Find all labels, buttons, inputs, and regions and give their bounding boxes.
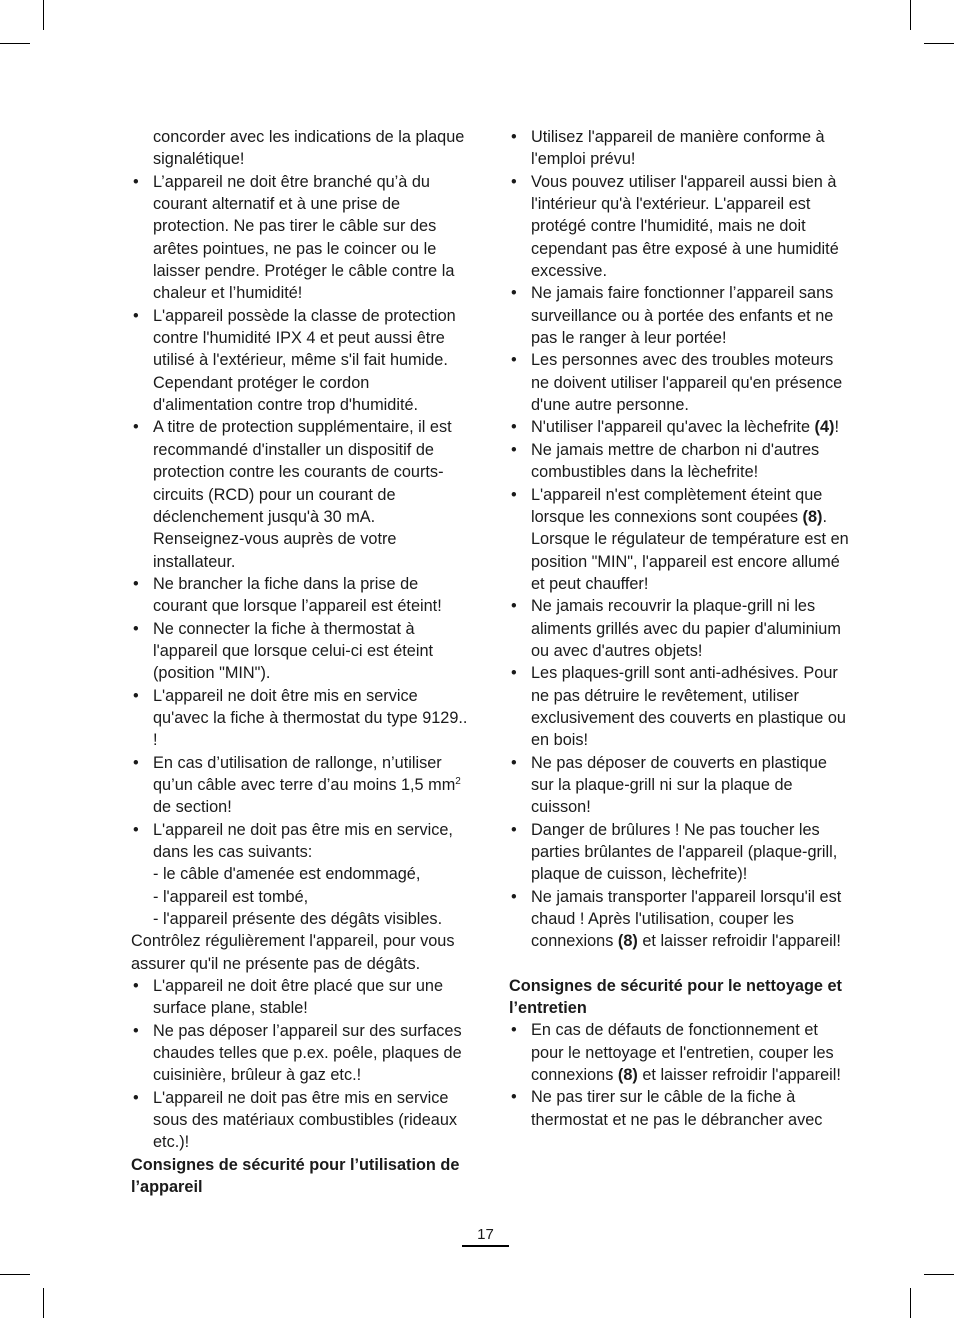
- check-note: Contrôlez régulièrement l'appareil, pour vous assurer qu'il ne présente pas de dégâts.: [131, 932, 455, 973]
- list-item: • L'appareil ne doit pas être mis en service sous des matériaux combustibles (rideaux etc.)!: [133, 1088, 458, 1152]
- crop-mark: [0, 43, 30, 44]
- bullet-icon: •: [511, 753, 517, 772]
- bullet-icon: •: [133, 1088, 139, 1107]
- list-item: • A titre de protection supplémentaire, il est recommandé d'installer un dispositif de protection contre les courants de courts-circuits (RCD) pour un courant de déclenchement jusqu'à 30 mA. Renseignez-vous auprès de votre installateur.: [133, 418, 452, 571]
- bullet-icon: •: [133, 977, 139, 996]
- crop-mark: [910, 0, 911, 30]
- list-item: • Danger de brûlures ! Ne pas toucher les parties brûlantes de l'appareil (plaque-grill, plaque de cuisson, lèchefrite)!: [511, 820, 838, 884]
- list-item: • Ne pas déposer de couverts en plastique sur la plaque-grill ni sur la plaque de cuisson!: [511, 753, 827, 817]
- bullet-icon: •: [133, 418, 139, 437]
- crop-mark: [43, 1288, 44, 1318]
- bullet-icon: •: [133, 820, 139, 839]
- cleaning-list: [509, 1019, 849, 1131]
- list-item: • Les plaques-grill sont anti-adhésives. Pour ne pas détruire le revêtement, utiliser exclusivement des couverts en plastique ou en bois!: [511, 664, 846, 750]
- spacer: [509, 953, 849, 975]
- continuation-text: concorder avec les indications de la plaque signalétique!: [153, 128, 465, 169]
- list-item: • Les personnes avec des troubles moteurs ne doivent utiliser l'appareil qu'en présence d'une autre personne.: [511, 351, 843, 415]
- left-column: [131, 126, 471, 1199]
- list-item: • L’appareil ne doit être branché qu’à du courant alternatif et à une prise de protection. Ne pas tirer le câble sur des arêtes pointues, ne pas le coincer ou le laisser pendre. Protéger le câble contre la chaleur et l’humidité!: [133, 172, 455, 303]
- safety-list-2: [131, 975, 471, 1154]
- bullet-icon: •: [511, 820, 517, 839]
- part-reference: (8): [617, 1066, 638, 1085]
- list-item: • Ne jamais mettre de charbon ni d'autres combustibles dans la lèchefrite!: [511, 440, 820, 482]
- bullet-icon: •: [511, 418, 517, 437]
- part-reference: (4): [814, 418, 835, 437]
- crop-mark: [0, 1274, 30, 1275]
- switch-off-item: • L'appareil n'est complètement éteint que lorsque les connexions sont coupées (8). Lorsque le régulateur de température est en position "MIN", l'appareil est encore allumé et peut chauffer!: [511, 485, 849, 593]
- list-item: • Vous pouvez utiliser l'appareil aussi bien à l'intérieur qu'à l'extérieur. L'appareil est protégé contre l'humidité, mais ne doit cependant pas être exposé à une humidité excessive.: [511, 172, 839, 281]
- bullet-icon: •: [511, 485, 517, 504]
- service-case: - le câble d'amenée est endommagé,: [153, 865, 421, 884]
- section-heading: Consignes de sécurité pour le nettoyage et l’entretien: [509, 976, 842, 1018]
- list-item: • L'appareil ne doit être placé que sur une surface plane, stable!: [133, 977, 444, 1018]
- page-number: 17: [462, 1226, 509, 1247]
- bullet-icon: •: [511, 284, 517, 303]
- extension-cable-item: • En cas d’utilisation de rallonge, n’utiliser qu’un câble avec terre d’au moins 1,5 $mm^2$ de section!: [133, 753, 461, 817]
- crop-mark: [924, 43, 954, 44]
- section-heading: Consignes de sécurité pour l’utilisation de l’appareil: [131, 1155, 460, 1197]
- bullet-icon: •: [133, 172, 139, 191]
- bullet-icon: •: [133, 306, 139, 325]
- bullet-icon: •: [511, 887, 517, 906]
- service-case: - l'appareil est tombé,: [153, 887, 309, 906]
- drip-tray-item: • N'utiliser l'appareil qu'avec la lèchefrite (4)!: [509, 416, 849, 438]
- part-reference: (8): [617, 932, 638, 951]
- bullet-icon: •: [511, 351, 517, 370]
- bullet-icon: •: [511, 597, 517, 616]
- list-item: • Ne brancher la fiche dans la prise de courant que lorsque l’appareil est éteint!: [133, 574, 442, 616]
- crop-mark: [910, 1288, 911, 1318]
- crop-mark: [43, 0, 44, 30]
- list-item: • L'appareil possède la classe de protection contre l'humidité IPX 4 et peut aussi être utilisé à l'extérieur, même s'il fait humide. Cependant protéger le cordon d'alimentation contre trop d'humidité.: [133, 306, 456, 415]
- superscript: 2: [455, 775, 461, 787]
- crop-mark: [924, 1274, 954, 1275]
- service-case: - l'appareil présente des dégâts visibles.: [153, 910, 443, 929]
- bullet-icon: •: [133, 574, 139, 593]
- bullet-icon: •: [133, 686, 139, 705]
- list-item: • Ne jamais recouvrir la plaque-grill ni les aliments grillés avec du papier d'aluminium ou avec d'autres objets!: [511, 597, 841, 660]
- list-item: • Utilisez l'appareil de manière conforme à l'emploi prévu!: [511, 128, 825, 169]
- transport-item: • Ne jamais transporter l'appareil lorsqu'il est chaud ! Après l'utilisation, couper les connexions (8) et laisser refroidir l'appareil!: [511, 887, 842, 951]
- cleaning-item: • En cas de défauts de fonctionnement et pour le nettoyage et l'entretien, couper les connexions (8) et laisser refroidir l'appareil!: [511, 1021, 841, 1085]
- bullet-icon: •: [133, 1021, 139, 1040]
- safety-list-1: [131, 171, 471, 931]
- bullet-icon: •: [511, 128, 517, 146]
- usage-list: [509, 126, 849, 953]
- bullet-icon: •: [511, 1088, 517, 1107]
- bullet-icon: •: [511, 440, 517, 459]
- bullet-icon: •: [511, 664, 517, 683]
- list-item: • Ne pas déposer l’appareil sur des surfaces chaudes telles que p.ex. poêle, plaques de cuisinière, brûleur à gaz etc.!: [133, 1021, 462, 1085]
- list-item: • L'appareil ne doit être mis en service qu'avec la fiche à thermostat du type 9129.. !: [133, 686, 468, 750]
- bullet-icon: •: [133, 753, 139, 772]
- bullet-icon: •: [511, 1021, 517, 1040]
- part-reference: (8): [802, 507, 823, 526]
- bullet-icon: •: [511, 172, 517, 191]
- list-item: • Ne connecter la fiche à thermostat à l'appareil que lorsque celui-ci est éteint (position "MIN").: [133, 619, 434, 683]
- list-item: • Ne jamais faire fonctionner l’appareil sans surveillance ou à portée des enfants et ne pas le ranger à leur portée!: [511, 284, 834, 348]
- right-column: [509, 126, 849, 1131]
- service-conditions-item: • L'appareil ne doit pas être mis en service, dans les cas suivants:: [133, 820, 453, 861]
- list-item: • Ne pas tirer sur le câble de la fiche à thermostat et ne pas le débrancher avec: [511, 1088, 823, 1129]
- bullet-icon: •: [133, 619, 139, 638]
